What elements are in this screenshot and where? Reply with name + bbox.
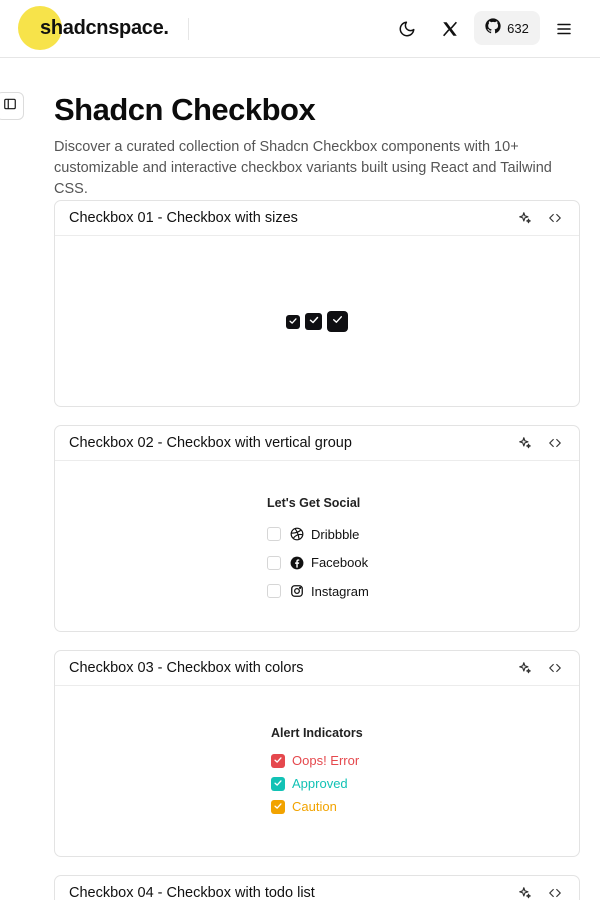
card-header xyxy=(55,651,579,686)
code-icon[interactable] xyxy=(547,210,563,226)
list-item xyxy=(267,549,369,578)
checkbox-medium[interactable] xyxy=(305,313,322,330)
sparkles-icon[interactable] xyxy=(517,435,533,451)
github-icon xyxy=(485,18,501,39)
checkbox-facebook[interactable] xyxy=(267,556,281,570)
card-header xyxy=(55,876,579,900)
facebook-icon xyxy=(289,555,304,570)
option-label: Dribbble xyxy=(311,526,360,542)
checkbox-caution[interactable] xyxy=(271,800,285,814)
card-header xyxy=(55,426,579,461)
github-stars-button[interactable] xyxy=(474,11,540,45)
card-actions xyxy=(517,435,563,451)
check-icon xyxy=(273,798,283,816)
option-label: Oops! Error xyxy=(292,753,360,768)
check-icon xyxy=(308,313,320,331)
checkbox-card-03 xyxy=(54,650,580,857)
code-icon[interactable] xyxy=(547,885,563,900)
card-actions xyxy=(517,660,563,676)
option-label: Caution xyxy=(292,799,337,814)
x-logo-icon[interactable] xyxy=(437,16,463,42)
page-description: Discover a curated collection of Shadcn Checkbox components with 10+ customizable and interactive checkbox variants built using React and Tailwind CSS. xyxy=(54,139,552,197)
checkbox-card-01 xyxy=(54,200,580,407)
sparkles-icon[interactable] xyxy=(517,660,533,676)
card-title: Checkbox 02 - Checkbox with vertical group xyxy=(69,435,352,451)
card-title: Checkbox 03 - Checkbox with colors xyxy=(69,660,304,676)
checkbox-small[interactable] xyxy=(286,315,300,329)
moon-icon[interactable] xyxy=(394,16,420,42)
list-item xyxy=(271,749,363,772)
checkbox-approved[interactable] xyxy=(271,777,285,791)
sidebar-panel-icon xyxy=(3,97,17,116)
checkbox-instagram[interactable] xyxy=(267,584,281,598)
header-divider xyxy=(188,18,189,40)
check-icon xyxy=(273,752,283,770)
check-icon xyxy=(331,313,344,331)
check-icon xyxy=(273,775,283,793)
card-title: Checkbox 04 - Checkbox with todo list xyxy=(69,885,315,900)
github-star-count: 632 xyxy=(507,20,529,36)
color-checkbox-group xyxy=(271,726,363,818)
checkbox-card-02 xyxy=(54,425,580,632)
checkbox-dribbble[interactable] xyxy=(267,527,281,541)
sparkles-icon[interactable] xyxy=(517,210,533,226)
top-header xyxy=(0,0,600,58)
group-title: Alert Indicators xyxy=(271,726,363,740)
list-item xyxy=(271,795,363,818)
instagram-icon xyxy=(289,584,304,599)
option-label: Instagram xyxy=(311,583,369,599)
list-item xyxy=(267,520,369,549)
option-label: Facebook xyxy=(311,555,369,571)
sparkles-icon[interactable] xyxy=(517,885,533,900)
checkbox-large[interactable] xyxy=(327,311,348,332)
checkbox-sizes-row xyxy=(55,311,579,332)
card-actions xyxy=(517,885,563,900)
dribbble-icon xyxy=(289,527,304,542)
social-checkbox-group xyxy=(267,496,369,606)
sidebar-toggle-button[interactable] xyxy=(0,92,24,120)
option-label: Approved xyxy=(292,776,348,791)
page-title: Shadcn Checkbox xyxy=(54,92,316,127)
site-logo[interactable] xyxy=(18,6,188,52)
list-item xyxy=(267,577,369,606)
menu-icon[interactable] xyxy=(551,16,577,42)
card-title: Checkbox 01 - Checkbox with sizes xyxy=(69,210,298,226)
checkbox-error[interactable] xyxy=(271,754,285,768)
checkbox-card-04 xyxy=(54,875,580,900)
card-actions xyxy=(517,210,563,226)
check-icon xyxy=(288,313,298,331)
code-icon[interactable] xyxy=(547,435,563,451)
group-title: Let's Get Social xyxy=(267,496,361,510)
list-item xyxy=(271,772,363,795)
logo-text: shadcnspace. xyxy=(40,17,169,39)
card-header xyxy=(55,201,579,236)
code-icon[interactable] xyxy=(547,660,563,676)
